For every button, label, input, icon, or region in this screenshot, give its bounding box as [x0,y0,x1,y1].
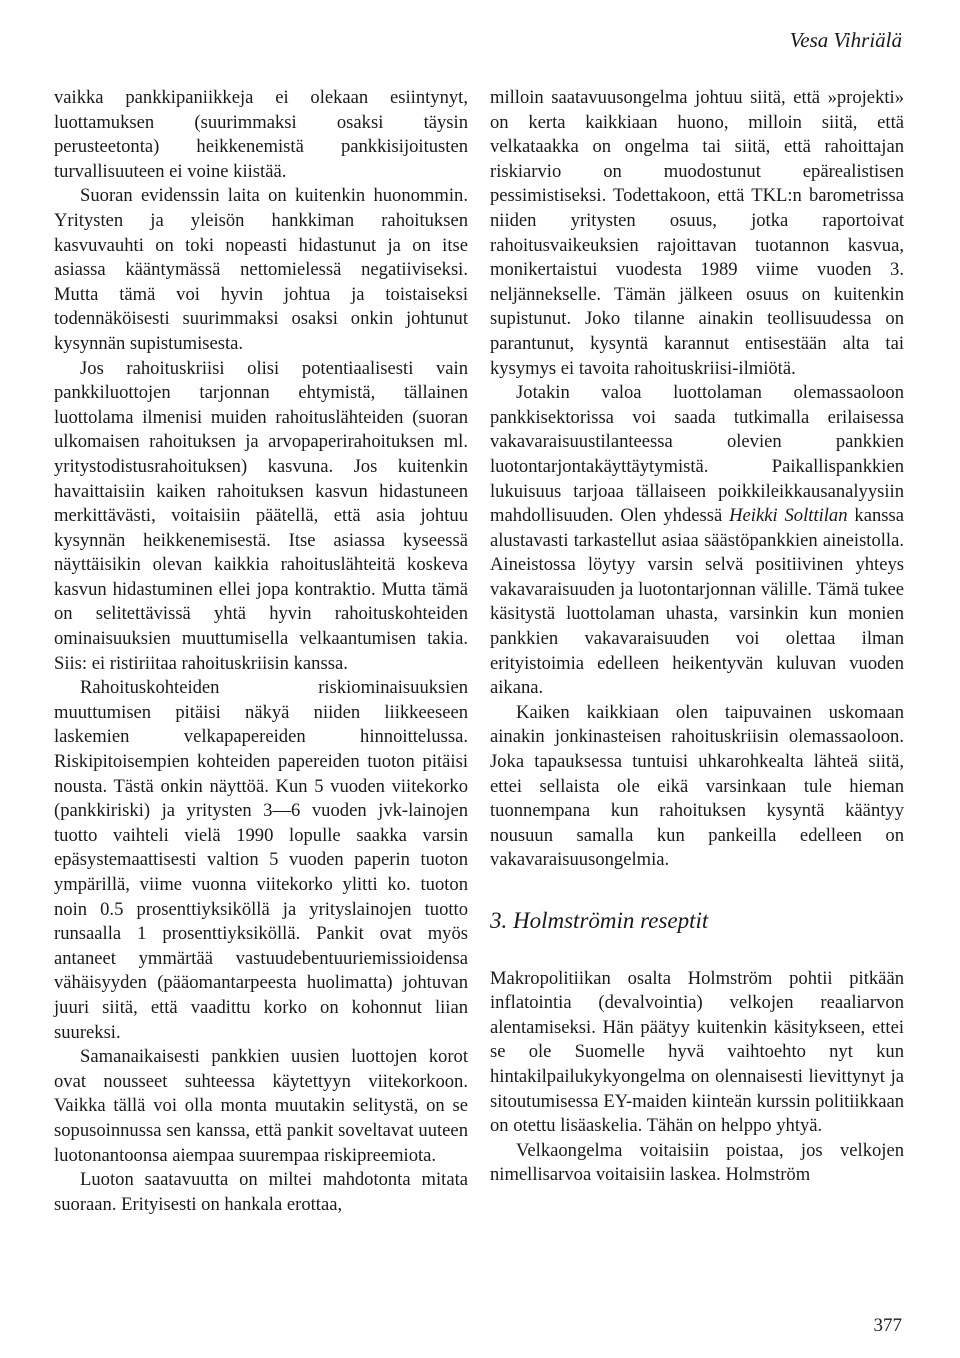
author-name-italic: Heikki Solttilan [729,505,848,527]
paragraph-text: kanssa alustavasti tarkastellut asiaa säästöpankkien aineistolla. Aineistossa löytyy varsin selvä positiivinen yhteys vakavaraisuuden ja luotontarjonnan välille. Tämä tukee käsitystä luottolaman uhasta, varsinkin kun monien pankkien vakavaraisuuden voi olettaa ilman erityistoimia edelleen heikentyvän kuluvan vuoden aikana. [490,505,904,699]
left-column [54,86,468,1217]
paragraph: Kaiken kaikkiaan olen taipuvainen uskomaan ainakin jonkinasteisen rahoituskriisin olemassaoloon. Joka tapauksessa tuntuisi uhkarohkealta lähteä siitä, ettei sellaista ole eikä varsinkaan tule hieman tuonnempana kun rahoituksen kysyntä kääntyy nousuun samalla kun pankeilla edelleen on vakavaraisuusongelmia. [490,701,904,871]
paragraph: Makropolitiikan osalta Holmström pohtii pitkään inflatointia (devalvointia) velkojen reaaliarvon alentamiseksi. Hän päätyy kuitenkin käsitykseen, ettei se ole Suomelle hyvä vaihtoehto nyt kun hintakilpailukykyongelma on olennaisesti lievittynyt ja sitoutumisessa EY-maiden kiinteän kurssin politiikkaan on otettu lisäaskelia. Tähän on helppo yhtyä. [490,967,904,1137]
paragraph [490,381,904,701]
page-number: 377 [873,1315,902,1336]
paragraph: Jos rahoituskriisi olisi potentiaalisesti vain pankkiluottojen tarjonnan ehtymistä, tällainen luottolama ilmenisi muiden rahoituslähteiden (suoran ulkomaisen rahoituksen ja arvopaperirahoituksen ml. yritystodistusrahoituksen) kasvuna. Jos kuitenkin havaittaisiin kaiken rahoituksen kasvun hidastuneen merkittävästi, voitaisiin päätellä, että asia johtuu kysynnän heikkenemisestä. Itse asiassa kyseessä näyttäisikin olevan kaikkia rahoituslähteitä koskeva kasvun hidastuminen ellei jopa kontraktio. Mutta tämä on selitettävissä yhtä hyvin rahoituskohteiden ominaisuuksien muuttumisella velkaantumisen takia. Siis: ei ristiriitaa rahoituskriisin kanssa. [54,357,468,674]
paragraph: Suoran evidenssin laita on kuitenkin huonommin. Yritysten ja yleisön hankkiman rahoituksen kasvuvauhti on toki nopeasti hidastunut ja on itse asiassa kääntymässä nettomielessä negatiiviseksi. Mutta tämä voi hyvin johtua ja toistaiseksi todennäköisesti suurimmaksi osaksi onkin johtunut kysynnän supistumisesta. [54,185,468,354]
paragraph: Rahoituskohteiden riskiominaisuuksien muuttumisen pitäisi näkyä niiden liikkeeseen laskemien velkapapereiden hinnoittelussa. Riskipitoisempien kohteiden papereiden tuoton pitäisi nousta. Tästä onkin näyttöä. Kun 5 vuoden viitekorko (pankkiriski) ja yritysten 3—6 vuoden jvk-lainojen tuotto vaihteli vielä 1990 lopulle saakka varsin epäsystemaattisesti valtion 5 vuoden paperin tuoton ympärillä, viime vuonna viitekorko ylitti ko. tuoton noin 0.5 prosenttiyksiköllä ja yrityslainojen tuotto runsaalla 1 prosenttiyksiköllä. Pankit ovat myös antaneet ymmärtää vastuudebentuuriemissioidensa vähäisyyden (pääomantarpeesta huolimatta) johtuvan juuri siitä, että vaadittu korko on kohonnut liian suureksi. [54,677,468,1043]
paragraph: milloin saatavuusongelma johtuu siitä, että »projekti» on kerta kaikkiaan huono, milloin siitä, että velkataakka on ongelma tai siitä, että rahoittajan riskiarvio on muodostunut epärealistisen pessimistiseksi. Todettakoon, että TKL:n barometrissa niiden yritysten osuus, jotka raportoivat rahoitusvaikeuksien rajoittavan tuotannon kasvua, monikertaistui vuodesta 1989 viime vuoden 3. neljännekselle. Tämän jälkeen osuus on kuitenkin supistunut. Joko tilanne ainakin teollisuudessa on parantunut, kysyntä karannut entisestään alta tai kysymys ei tavoita rahoituskriisi-ilmiötä. [490,87,904,379]
paragraph: Velkaongelma voitaisiin poistaa, jos velkojen nimellisarvoa voitaisiin laskea. Holmström [490,1139,904,1186]
paragraph: Samanaikaisesti pankkien uusien luottojen korot ovat nousseet suhteessa käytettyyn viitekorkoon. Vaikka tällä voi olla monta muutakin selitystä, on se sopusoinnussa sen kanssa, että pankit soveltavat uuteen luotonantoonsa aiempaa suurempaa riskipreemiota. [54,1046,468,1166]
paragraph-text: Jotakin valoa luottolaman olemassaoloon pankkisektorissa voi saada tutkimalla erilaisessa vakavaraisuustilanteessa olevien pankkien luotontarjontakäyttäytymistä. Paikallispankkien lukuisuus tarjoaa tällaiseen poikkileikkausanalyysiin mahdollisuuden. Olen yhdessä [490,382,904,527]
paragraph: vaikka pankkipaniikkeja ei olekaan esiintynyt, luottamuksen (suurimmaksi osaksi täysin perusteetonta) heikkenemistä pankkisijoitusten turvallisuuteen ei voine kiistää. [54,87,468,182]
section-heading: 3. Holmströmin reseptit [490,908,709,933]
running-header-author: Vesa Vihriälä [789,28,902,52]
paragraph: Luoton saatavuutta on miltei mahdotonta mitata suoraan. Erityisesti on hankala erottaa, [54,1169,468,1215]
right-column [490,86,904,1188]
